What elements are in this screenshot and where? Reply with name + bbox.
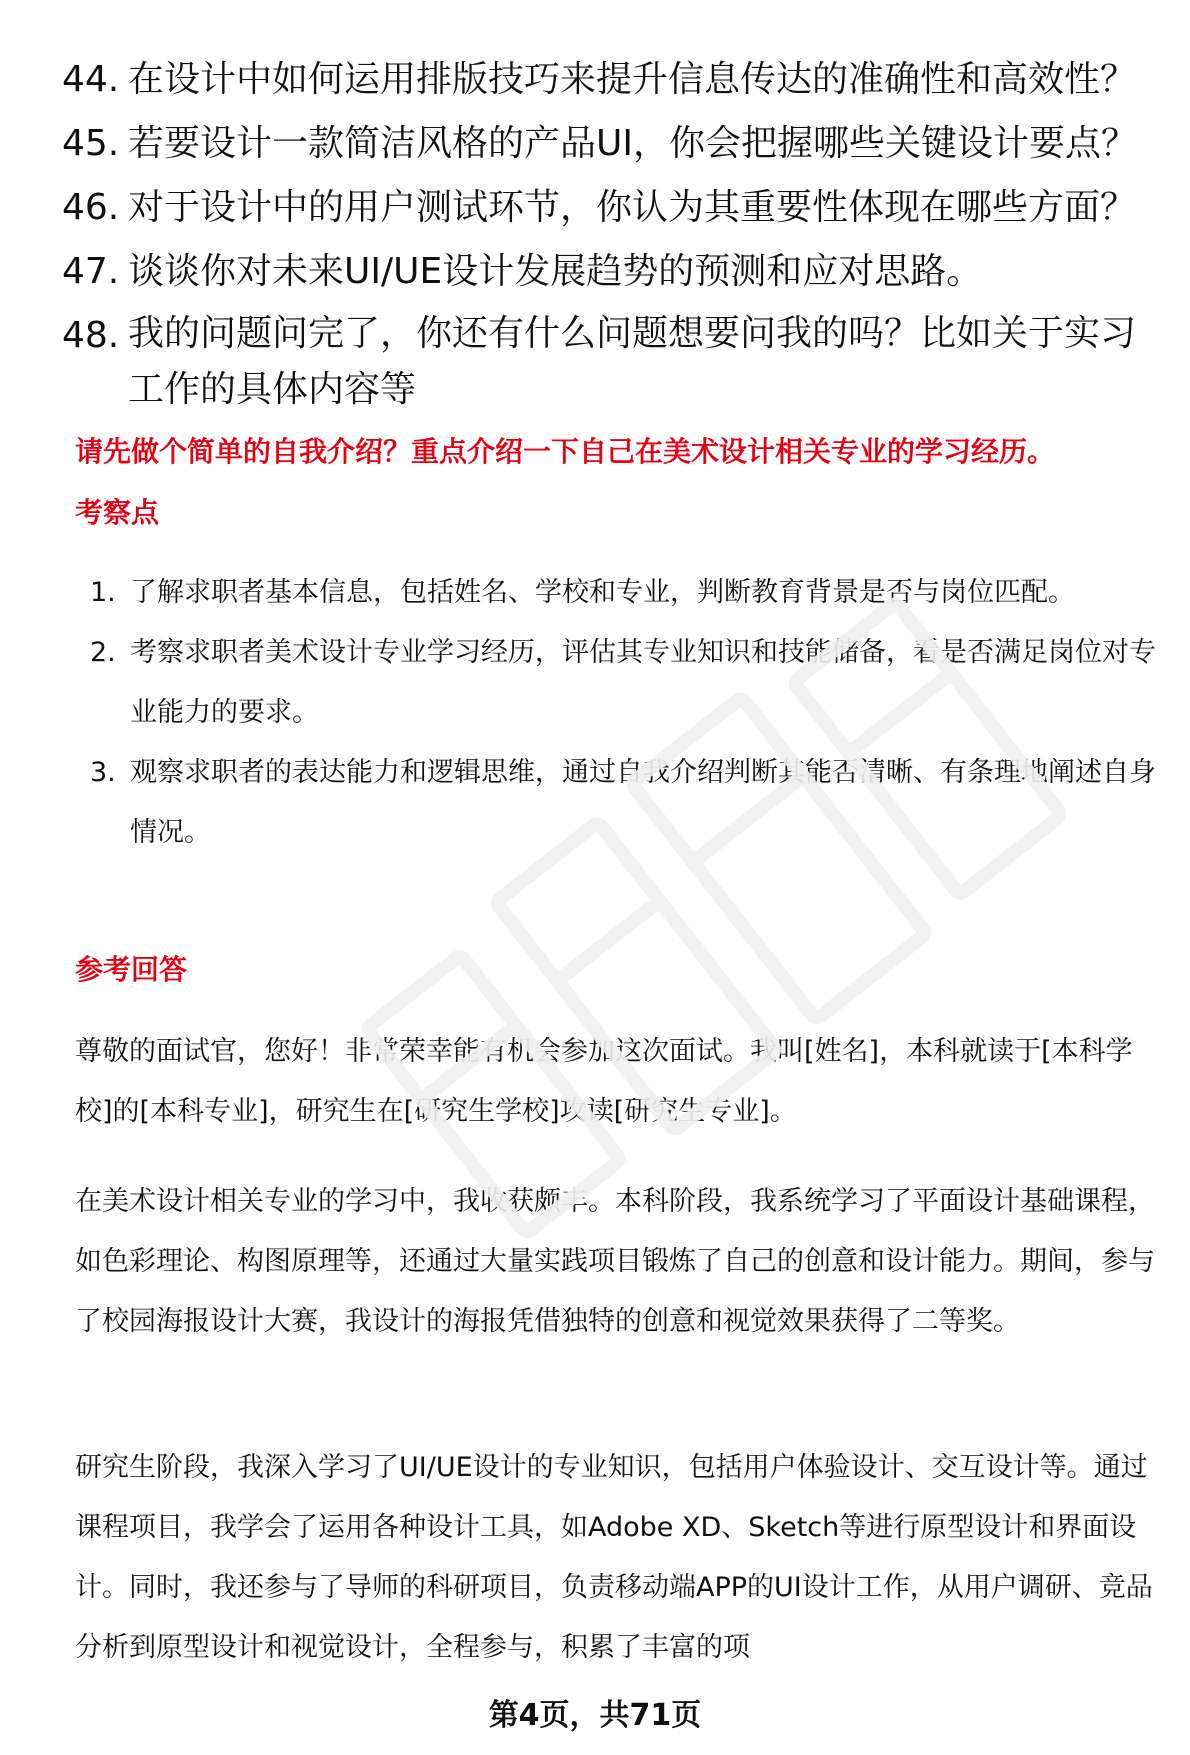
question-text: 谈谈你对未来UI/UE设计发展趋势的预测和应对思路。 xyxy=(128,251,983,292)
point-text: 观察求职者的表达能力和逻辑思维，通过自我介绍判断其能否清晰、有条理地阐述自身情况。 xyxy=(130,757,1156,848)
answer-paragraph: 尊敬的面试官，您好！非常荣幸能有机会参加这次面试。我叫[姓名]，本科就读于[本科学校]的[本科专业]，研究生在[研究生学校]攻读[研究生专业]。 xyxy=(75,1036,1133,1127)
assessment-point xyxy=(90,743,1165,863)
question-text: 在设计中如何运用排版技巧来提升信息传达的准确性和高效性？ xyxy=(128,59,1137,100)
question-text: 若要设计一款简洁风格的产品UI，你会把握哪些关键设计要点？ xyxy=(128,123,1137,164)
question-item xyxy=(62,114,1162,174)
point-text: 考察求职者美术设计专业学习经历，评估其专业知识和技能储备，看是否满足岗位对专业能力的要求。 xyxy=(130,637,1156,728)
intro-question-heading: 请先做个简单的自我介绍？重点介绍一下自己在美术设计相关专业的学习经历。 xyxy=(75,435,1056,468)
question-item xyxy=(62,178,1162,238)
answer-paragraph: 研究生阶段，我深入学习了UI/UE设计的专业知识，包括用户体验设计、交互设计等。通过课程项目，我学会了运用各种设计工具，如Adobe XD、Sketch等进行原型设计和界面设计。同时，我还参与了导师的科研项目，负责移动端APP的UI设计工作，从用户调研、竞品分析到原型设计和视觉设计，全程参与，积累了丰富的项 xyxy=(75,1452,1153,1663)
question-number: 46. xyxy=(62,187,120,228)
answer-paragraph: 在美术设计相关专业的学习中，我收获颇丰。本科阶段，我系统学习了平面设计基础课程，如色彩理论、构图原理等，还通过大量实践项目锻炼了自己的创意和设计能力。期间，参与了校园海报设计大赛，我设计的海报凭借独特的创意和视觉效果获得了二等奖。 xyxy=(75,1186,1155,1337)
question-number: 45. xyxy=(62,123,120,164)
assessment-points-title: 考察点 xyxy=(75,496,160,529)
question-text: 对于设计中的用户测试环节，你认为其重要性体现在哪些方面？ xyxy=(128,187,1137,228)
question-number: 47. xyxy=(62,251,120,292)
question-item xyxy=(62,306,1162,418)
question-number: 48. xyxy=(62,315,120,356)
assessment-point xyxy=(90,623,1165,743)
assessment-points-list xyxy=(90,563,1165,863)
reference-answer-title: 参考回答 xyxy=(75,953,188,986)
question-text: 我的问题问完了，你还有什么问题想要问我的吗？比如关于实习工作的具体内容等 xyxy=(128,313,1137,410)
page-footer: 第4页，共71页 xyxy=(488,1698,702,1733)
assessment-point xyxy=(90,563,1165,623)
point-number: 3. xyxy=(90,757,116,788)
question-item xyxy=(62,242,1162,302)
point-number: 2. xyxy=(90,637,116,668)
question-number: 44. xyxy=(62,59,120,100)
point-number: 1. xyxy=(90,577,116,608)
point-text: 了解求职者基本信息，包括姓名、学校和专业，判断教育背景是否与岗位匹配。 xyxy=(130,577,1075,608)
question-item xyxy=(62,50,1162,110)
question-list xyxy=(62,50,1162,422)
